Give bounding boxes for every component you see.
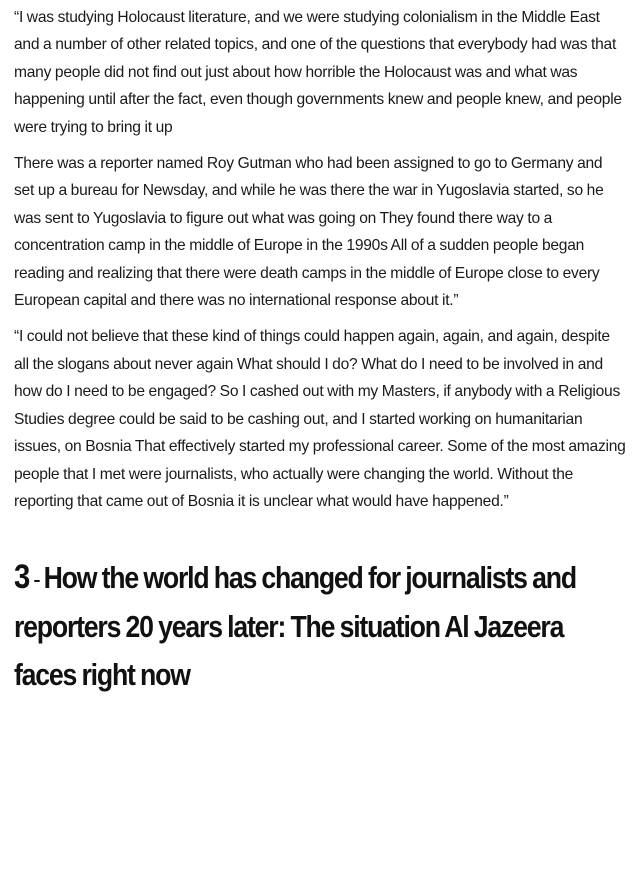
paragraph-roy-gutman: There was a reporter named Roy Gutman who had been assigned to go to Germany and set up a bureau for Newsday, and while he was there the war in Yugoslavia started, so he was sent to Yugoslavia to figure out what was going on They found there way to a concentration camp in the middle of Europe in the 1990s All of a sudden people began reading and realizing that there were death camps in the middle of Europe close to every European capital and there was no international response about it.” bbox=[14, 155, 604, 310]
section-heading bbox=[14, 553, 607, 699]
document-page bbox=[14, 4, 626, 699]
section-number: 3 bbox=[14, 558, 30, 597]
paragraph-career-start: “I could not believe that these kind of things could happen again, again, and again, despite all the slogans about never again What should I do? What do I need to be involved in and how do I need to be engaged? So I cashed out with my Masters, if anybody with a Religious Studies degree could be said to be cashing out, and I started working on humanitarian issues, on Bosnia That effectively started my professional career. Some of the most amazing people that I met were journalists, who actually were changing the world. Without the reporting that came out of Bosnia it is unclear what would have happened.” bbox=[14, 328, 626, 510]
section-separator: - bbox=[29, 564, 44, 595]
section-title: How the world has changed for journalists and reporters 20 years later: The situation Al Jazeera faces right now bbox=[14, 560, 576, 693]
paragraph-holocaust-studies: “I was studying Holocaust literature, and we were studying colonialism in the Middle East and a number of other related topics, and one of the questions that everybody had was that many people did not find out just about how horrible the Holocaust was and what was happening until after the fact, even though governments knew and people knew, and people were trying to bring it up bbox=[14, 9, 622, 136]
